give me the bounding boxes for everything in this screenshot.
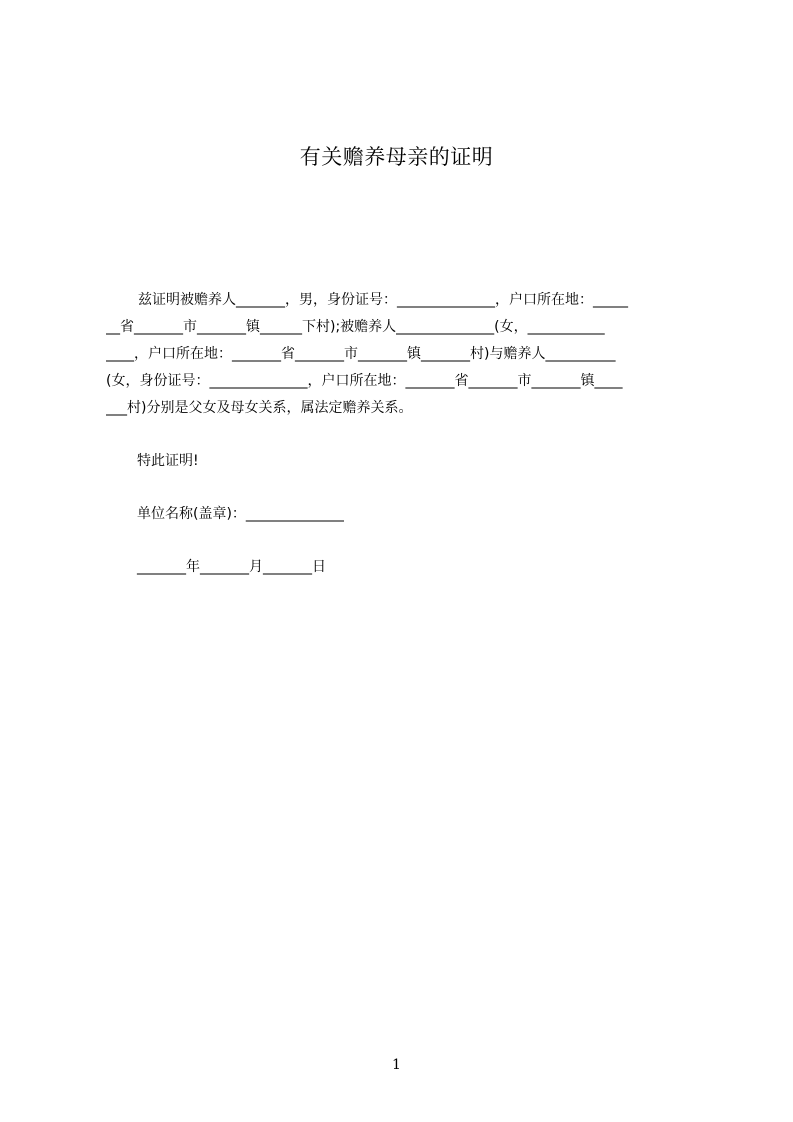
page-number: 1 (392, 1057, 401, 1073)
body-line-2: __省_______市_______镇______下村);被赡养人______________(女，___________ (106, 319, 605, 335)
body-line-1: 兹证明被赡养人_______，男，身份证号：______________，户口所在地：_____ (138, 292, 628, 308)
unit-name-seal-line: 单位名称(盖章)：______________ (137, 506, 344, 522)
body-line-4: (女，身份证号：______________，户口所在地：_______省_______市_______镇____ (106, 373, 623, 389)
document-title: 有关赡养母亲的证明 (299, 145, 494, 169)
body-line-5: ___村)分别是父女及母女关系，属法定赡养关系。 (106, 400, 413, 416)
body-line-3: ____，户口所在地：_______省_______市_______镇_______村)与赡养人__________ (106, 346, 616, 362)
date-line: _______年_______月_______日 (137, 559, 326, 575)
closing-statement: 特此证明! (137, 453, 199, 469)
certificate-body (106, 287, 702, 422)
